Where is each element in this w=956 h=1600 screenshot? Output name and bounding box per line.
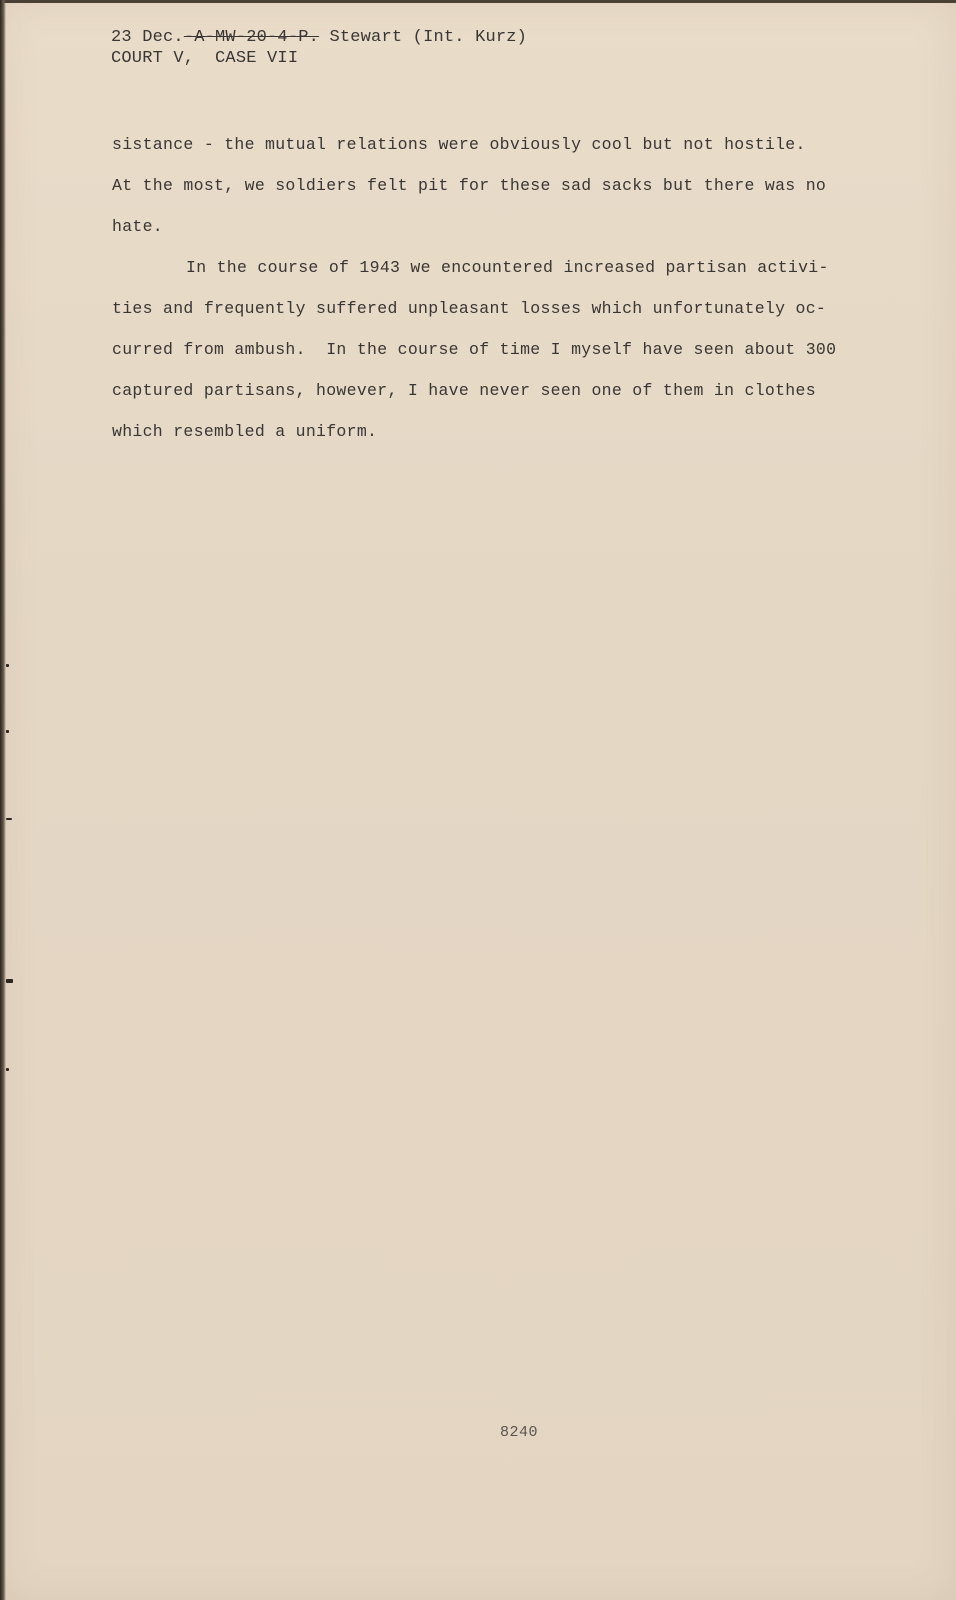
header-date: 23 Dec. bbox=[111, 28, 184, 47]
text-line: In the course of 1943 we encountered increased partisan activi- bbox=[186, 258, 829, 277]
header-struck-reference: -A-MW-20-4-P. bbox=[183, 28, 320, 47]
margin-mark bbox=[6, 664, 9, 667]
margin-mark bbox=[6, 730, 9, 733]
text-line: captured partisans, however, I have never seen one of them in clothes bbox=[112, 381, 816, 400]
margin-mark bbox=[6, 818, 12, 820]
document-header bbox=[111, 27, 527, 69]
page-left-edge bbox=[0, 0, 6, 1600]
paragraph-1 bbox=[112, 124, 852, 247]
document-body bbox=[112, 124, 852, 452]
header-line-1 bbox=[111, 27, 527, 48]
paragraph-2 bbox=[112, 247, 852, 452]
text-line: hate. bbox=[112, 217, 164, 236]
text-line: At the most, we soldiers felt pit for these sad sacks but there was no bbox=[112, 176, 827, 195]
text-line: which resembled a uniform. bbox=[112, 422, 378, 441]
text-line: sistance - the mutual relations were obviously cool but not hostile. bbox=[112, 135, 806, 154]
page-top-edge bbox=[0, 0, 956, 3]
text-line: curred from ambush. In the course of time I myself have seen about 300 bbox=[112, 340, 837, 359]
margin-mark bbox=[6, 1068, 9, 1071]
text-line: ties and frequently suffered unpleasant losses which unfortunately oc- bbox=[112, 299, 827, 318]
header-line-2: COURT V, CASE VII bbox=[111, 49, 299, 68]
page-number: 8240 bbox=[500, 1424, 539, 1441]
margin-mark bbox=[6, 979, 13, 983]
header-reporter: Stewart (Int. Kurz) bbox=[319, 28, 528, 47]
